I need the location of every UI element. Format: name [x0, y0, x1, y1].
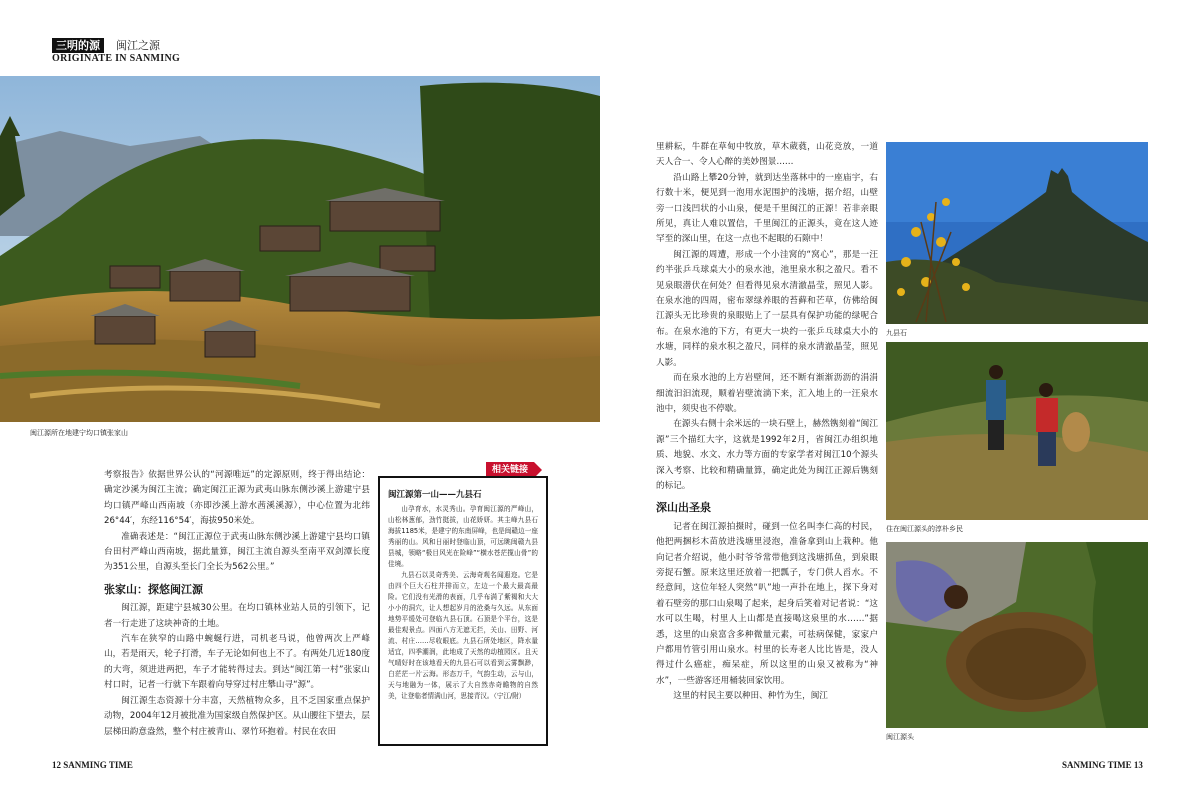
- left-page-folio: 12 SANMING TIME: [52, 760, 133, 770]
- section-subtitle: 闽江之源: [116, 39, 160, 52]
- section-english-title: ORIGINATE IN SANMING: [52, 53, 181, 64]
- river-source-photo: [886, 542, 1148, 728]
- paragraph: 闽江源生态资源十分丰富，天然植物众多，且不乏国家重点保护动物，2004年12月被批准为国家级自然保护区。从山腰往下望去，层层梯田韵意盎然，整个村庄被青山、翠竹环抱着。村民在农田: [104, 695, 370, 737]
- paragraph: 闽江源，距建宁县城30公里。在均口镇林业站人员的引领下，记者一行走进了这块神奇的土地。: [104, 603, 370, 629]
- paragraph: 沿山路上攀20分钟，就到达坐落林中的一座庙宇，右行数十米，便见到一泡用水泥围护的浅塘，据介绍，山壁旁一口浅凹状的小山泉，便是千里闽江的正源！若非亲眼所见，真让人难以置信，千里闽江的正源头，竟在这人迹罕至的深山里，在这一点也不起眼的石隙中！: [656, 172, 878, 245]
- main-photo-caption: 闽江源所在地建宁均口镇张家山: [30, 429, 128, 437]
- right-text-column: [656, 140, 878, 705]
- related-link-box: [378, 476, 548, 746]
- paragraph: 汽车在狭窄的山路中蜿蜒行进，司机老马说，他曾两次上严峰山，若是雨天，轮子打滑，车子无论如何也上不了。有两处几近180度的大弯，须进进两把，车子才能转得过去。到达“闽江第一村”张家山村口时，记者一行就下车跟着向导穿过村庄攀山寻“源”。: [104, 634, 370, 691]
- section-heading: 深山出圣泉: [656, 501, 711, 515]
- nine-county-rock-photo: [886, 142, 1148, 324]
- sidebar-title: 闽江源第一山——九县石: [388, 490, 482, 500]
- paragraph: 里耕耘，牛群在草甸中牧放，草木葳蕤，山花竞放，一道天人合一、令人心醉的美妙图景……: [656, 142, 878, 168]
- main-landscape-photo: [0, 76, 600, 422]
- sidebar-paragraph: 山孕育水，水灵秀山。孕育闽江源的严峰山，山松林葱郁，劲竹挺拔，山花娇妍。其主峰九县石海拔1185米，是建宁的东南屏峰，也是闽赣边一座秀丽的山。风和日丽时登临山顶，可远眺闽赣九县县城，领略“极目风光在险峰”“横水苍茫揽山骨”的佳境。: [388, 505, 538, 568]
- right-page-folio: SANMING TIME 13: [1062, 760, 1143, 770]
- related-link-tag: 相关链接: [486, 462, 534, 478]
- villagers-photo: [886, 342, 1148, 520]
- paragraph: 闽江源的周遭，形成一个小洼窝的“窝心”，那是一汪约半张乒乓球桌大小的泉水池，池里泉水积之盈尺。看不见泉眼潜伏在何处？但看得见泉水清澈晶莹，照见人影。在泉水池的四周，密布翠绿养眼的苔藓和芒草，仿佛给闽江源头无比珍贵的泉眼贴上了一层具有保护功能的绿呢合布。在泉水池的下方，有更大一块约一张乒乓球桌大小的水塘，同样的泉水积之盈尺，同样的泉水清澈晶莹，照见人影。: [656, 249, 878, 368]
- photo-caption: 九县石: [886, 329, 907, 337]
- paragraph: 而在泉水池的上方岩壁间，还不断有渐渐沥沥的涓涓细流汩汩流现，顺着岩壁流淌下来，汇入地上的一汪泉水池中，须臾也不停歇。: [656, 373, 878, 414]
- section-label: 三明的源: [52, 38, 104, 53]
- photo-caption: 闽江源头: [886, 733, 914, 741]
- paragraph: 准确表述是：“闽江正源位于武夷山脉东侧沙溪上游建宁县均口镇台田村严峰山西南坡，据此量算，闽江主流自源头至南平双剑潭长度为351公里，自源头至长门全长为562公里。”: [104, 531, 370, 573]
- paragraph: 这里的村民主要以种田、种竹为生，闽江: [673, 691, 828, 702]
- sidebar-paragraph: 九县石以灵奇秀美、云海奇观名闻遐迩。它是由四个巨大石柱并排而立，左边一个最大最高最险。它们没有光滑的表面，几乎布满了紫褐和大大小小的洞穴，让人想起岁月的沧桑与久远。从东面地势平缓处可登临九县石顶。石顶是个平台，这是最佳观景点。四面八方无遮无拦，关山、田野、河流、村庄……尽收眼底。九县石所处地区，降水量适宜，四季潮润，此地成了天然的动植园区。且天气晴好时在该地看天的九县石可以看到云雾飘渺，白茫茫一片云海。形态万千，气韵生动，云与山，天与地融为一体，展示了大自然赤奇瞻物的自然美，让登临者情满山河，思接青汉。（宁江/附）: [388, 571, 538, 700]
- section-heading: 张家山：探悠闽江源: [104, 582, 203, 596]
- photo-caption: 住在闽江源头的淳朴乡民: [886, 525, 963, 533]
- paragraph: 在源头右侧十余米远的一块石壁上，赫然镌刻着“闽江源”三个描红大字，这就是1992年2月，省闽江办组织地质、地貌、水文、水力等方面的专家学者对闽江10个源头深入考察、比较和精确量算，确定此处为闽江正源后镌刻的标记。: [656, 419, 878, 491]
- left-text-column: [104, 468, 370, 740]
- paragraph: 考察报告》依据世界公认的“河源唯远”的定源原则，终于得出结论：确定沙溪为闽江主流；确定闽江正源为武夷山脉东侧沙溪上游建宁县均口镇严峰山西南坡（亦即沙溪上游水茜溪溪源），中心位置为北纬26°44′，东经116°54′，海拔950米处。: [104, 470, 370, 527]
- paragraph: 记者在闽江源拍摄时，碰到一位名叫李仁高的村民，他把两捆杉木苗放进浅塘里浸泡，准备拿到山上栽种。他向记者介绍说，他小时爷爷常带他到这浅塘抓鱼，到泉眼旁捉石蟹。原来这里还放着一把瓢子，专门供人舀水。不经意间，这位年轻人突然“叭”地一声扑在地上，探下身对着石壁旁的那口山泉喝了起来，起身后笑着对记者说：“这水可以生喝，村里人上山都是直接喝这泉里的水……”据悉，这里的山泉富含多种微量元素，可祛病保健，家家户户都用竹管引用山泉水。村里的长寿老人比比皆是，没人得过什么癌症，痴呆症，所以这里的山泉又被称为“神水”，一些游客还用桶装回家饮用。: [656, 521, 878, 686]
